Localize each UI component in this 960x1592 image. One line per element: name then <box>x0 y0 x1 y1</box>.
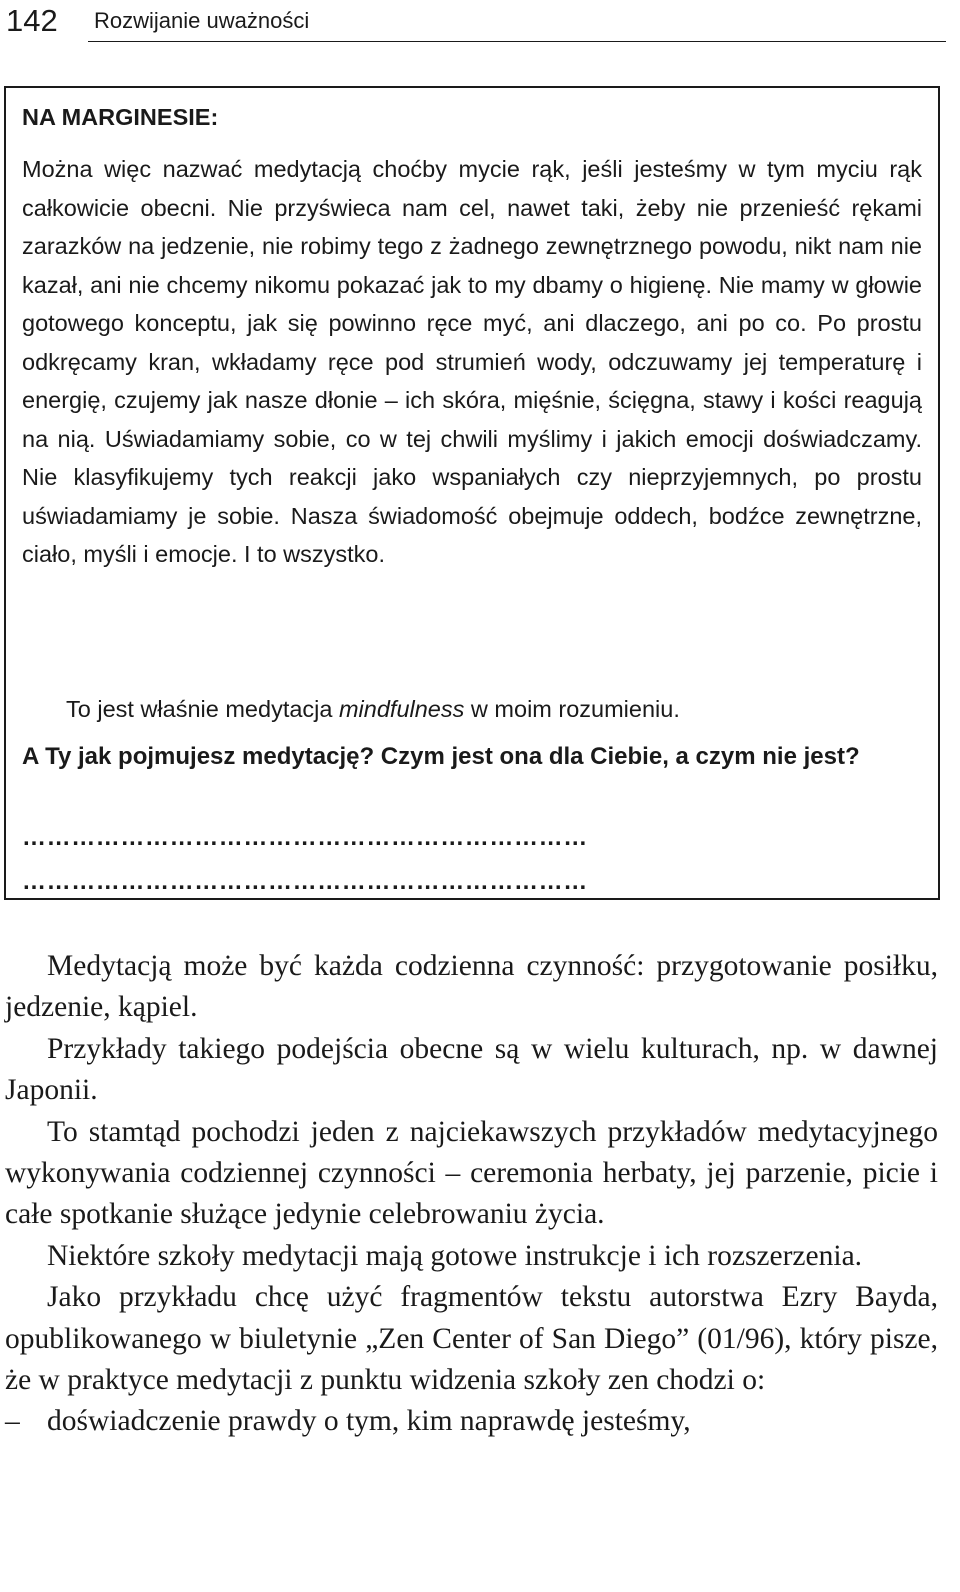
sidebar-definition <box>22 690 922 729</box>
body-paragraph: To stamtąd pochodzi jeden z najciekawszych przykładów medytacyjnego wykonywania codziennej czynności – ceremonia herbaty, jej parzenie, picie i całe spotkanie służące jedynie celebrowaniu życia. <box>5 1115 938 1231</box>
header-rule <box>88 41 946 42</box>
list-item <box>5 1401 938 1442</box>
running-title: Rozwijanie uważności <box>94 8 310 33</box>
page-number: 142 <box>6 3 58 38</box>
body-paragraph: Przykłady takiego podejścia obecne są w wielu kulturach, np. w dawnej Japonii. <box>5 1032 938 1107</box>
answer-lines <box>22 816 588 904</box>
definition-text-end: w moim rozumieniu. <box>464 696 680 722</box>
answer-line: …………………………………………………………… <box>22 824 588 851</box>
page-header <box>0 0 960 44</box>
answer-line: …………………………………………………………… <box>22 868 588 895</box>
definition-text-start: To jest właśnie medytacja <box>66 696 339 722</box>
definition-term: mindfulness <box>338 696 465 722</box>
body-paragraph: Medytacją może być każda codzienna czynność: przygotowanie posiłku, jedzenie, kąpiel. <box>5 950 938 1024</box>
sidebar-heading: NA MARGINESIE: <box>22 104 219 130</box>
sidebar-question: A Ty jak pojmujesz medytację? Czym jest ona dla Ciebie, a czym nie jest? <box>22 743 860 770</box>
body-paragraph: Niektóre szkoły medytacji mają gotowe instrukcje i ich rozszerzenia. <box>47 1239 863 1272</box>
list-dash: – <box>5 1405 20 1438</box>
body-text <box>5 946 938 1443</box>
body-paragraph: Jako przykładu chcę użyć fragmentów tekstu autorstwa Ezry Bayda, opublikowanego w biuletynie „Zen Center of San Diego” (01/96), który pisze, że w praktyce medytacji z punktu widzenia szkoły zen chodzi o: <box>5 1281 938 1397</box>
list-item-text: doświadczenie prawdy o tym, kim naprawdę jesteśmy, <box>47 1405 691 1438</box>
sidebar-paragraph: Można więc nazwać medytacją choćby mycie rąk, jeśli jesteśmy w tym myciu rąk całkowicie obecni. Nie przyświeca nam cel, nawet taki, żeby nie przenieść rękami zarazków na jedzenie, nie robimy tego z żadnego zewnętrznego powodu, nikt nam nie kazał, ani nie chcemy nikomu pokazać jak to my dbamy o higienę. Nie mamy w głowie gotowego konceptu, jak się powinno ręce myć, ani dlaczego, ani po co. Po prostu odkręcamy kran, wkładamy ręce pod strumień wody, odczuwamy jej temperaturę i energię, czujemy jak nasze dłonie – ich skóra, mięśnie, ścięgna, stawy i kości reagują na nią. Uświadamiamy sobie, co w tej chwili myślimy i jakich emocji doświadczamy. Nie klasyfikujemy tych reakcji jako wspaniałych czy nieprzyjemnych, po prostu uświadamiamy je sobie. Nasza świadomość obejmuje oddech, bodźce zewnętrzne, ciało, myśli i emocje. I to wszystko. <box>22 156 922 567</box>
sidebar-box <box>4 86 940 900</box>
